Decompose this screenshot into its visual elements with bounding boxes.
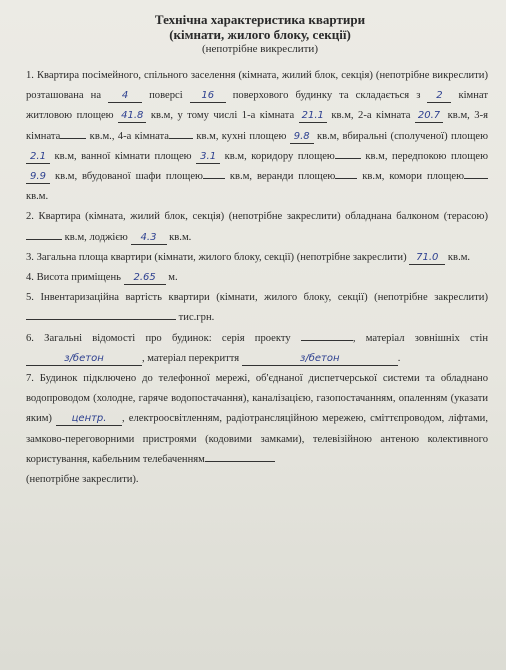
loggia-value: 4.3: [131, 232, 167, 245]
section-7: [26, 369, 494, 490]
floors-total-value: 16: [190, 90, 226, 103]
document-note: (непотрібне викреслити): [202, 43, 318, 55]
document-title: Технічна характеристика квартири: [154, 12, 366, 27]
section-3: [26, 248, 494, 268]
text: кв.м, ванної кімнати площею: [50, 150, 197, 162]
hallway-value: 9.9: [26, 171, 50, 184]
section-6: [26, 329, 494, 369]
blank: [60, 128, 86, 139]
text: кв.м.: [26, 191, 49, 203]
height-value: 2.65: [124, 272, 166, 285]
text: кв.м, вбиральні (сполученої) площею: [313, 130, 489, 142]
blank: [26, 229, 62, 240]
floors-material-value: з/бетон: [242, 353, 398, 366]
text: , електроосвітленням, радіотрансляційною мережею, сміттєпроводом, ліфтами, замково-переговорними пристроями (кодовими замками), телевізійною антеною колективного користування, кабельним телебаченням: [26, 413, 488, 465]
walls-material-value: з/бетон: [26, 353, 142, 366]
text: , матеріал перекриття: [142, 352, 242, 364]
text: поверхового будинку та складається з: [225, 90, 428, 102]
text: кв.м, веранди площею: [224, 171, 336, 183]
section-1: [26, 66, 494, 207]
text: 2. Квартира (кімната, жилий блок, секція) (непотрібне закреслити) обладнана балконом (терасою): [26, 211, 488, 223]
text: тис.грн.: [176, 312, 215, 324]
text: кв.м., 4-а кімната: [86, 130, 170, 142]
text: 5. Інвентаризаційна вартість квартири (кімнати, жилого блоку, секції) (непотрібне закреслити): [26, 292, 488, 304]
text: 6. Загальні відомості про будинок: серія проекту: [26, 332, 301, 344]
total-area-value: 71.0: [409, 252, 445, 265]
text: кв.м, коридору площею: [220, 150, 335, 162]
text: м.: [165, 272, 178, 284]
rooms-value: 2: [427, 90, 451, 103]
text: , матеріал зовнішніх стін: [352, 332, 488, 344]
heating-value: центр.: [56, 413, 122, 426]
blank: [205, 451, 275, 462]
blank: [169, 128, 193, 139]
bathroom-value: 3.1: [196, 151, 220, 164]
document-subtitle: (кімнати, жилого блоку, секції): [169, 27, 351, 42]
text: 7. Будинок підключено до телефонної мережі, об'єднаної диспетчерської системи та обладнано водопроводом (холодне, гаряче водопостачання), каналізацією, газопостачанням, опаленням (указати яким): [26, 373, 488, 425]
blank: [301, 330, 353, 341]
text: 3. Загальна площа квартири (кімнати, жилого блоку, секції) (непотрібне закреслити): [26, 251, 410, 263]
text: кв.м, лоджією: [62, 231, 131, 243]
text: .: [397, 352, 401, 364]
section-4: [26, 268, 494, 288]
text: 1. Квартира посімейного, спільного заселення (кімната, жилий блок, секція) (непотрібне викреслити) розташована на: [26, 70, 488, 102]
text: 4. Висота приміщень: [26, 272, 124, 284]
text: кв.м, передпокою площею: [360, 150, 488, 162]
section-2: [26, 207, 494, 247]
text: кв.м, у тому числі 1-а кімната: [146, 110, 299, 122]
floor-value: 4: [108, 90, 142, 103]
living-area-value: 41.8: [118, 110, 146, 123]
text: кв.м, вбудованої шафи площею: [50, 171, 203, 183]
text: (непотрібне закреслити).: [26, 474, 139, 486]
room2-value: 20.7: [415, 110, 443, 123]
text: кв.м, 3-я кімната: [26, 110, 488, 142]
text: кв.м, комори площею: [357, 171, 464, 183]
text: кв.м, 2-а кімната: [326, 110, 415, 122]
room1-value: 21.1: [299, 110, 327, 123]
text: кімнат житловою площею: [26, 90, 488, 122]
kitchen-value: 9.8: [290, 131, 314, 144]
blank: [203, 168, 225, 179]
text: кв.м.: [445, 251, 471, 263]
text: кв.м.: [166, 231, 192, 243]
blank: [26, 309, 176, 320]
blank: [335, 148, 361, 159]
text: кв.м, кухні площею: [193, 130, 290, 142]
blank: [464, 168, 488, 179]
blank: [335, 168, 357, 179]
toilet-value: 2.1: [26, 151, 50, 164]
section-5: [26, 288, 494, 328]
text: поверсі: [142, 90, 190, 102]
